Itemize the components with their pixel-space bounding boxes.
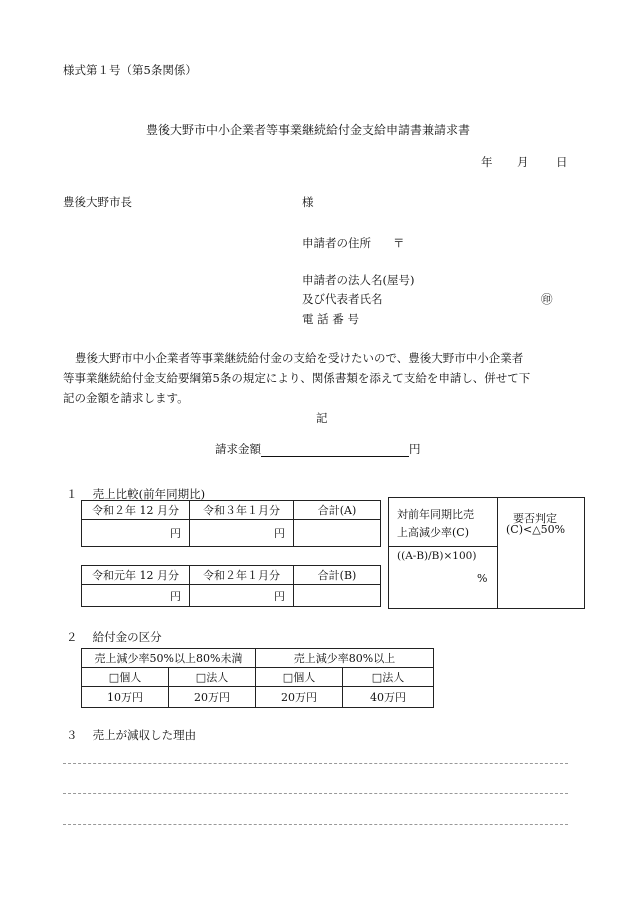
ratio-judge-divider [497, 498, 498, 608]
body-text-line3: 記の金額を請求します。 [63, 391, 189, 405]
table-b-cell-1[interactable]: 円 [82, 585, 190, 607]
ratio-judge-box [388, 497, 585, 609]
reason-line-2[interactable] [63, 793, 568, 794]
table-a-cell-total[interactable] [294, 520, 381, 547]
ratio-label-line1: 対前年同期比売 [397, 508, 474, 521]
sales-table-b [81, 565, 381, 607]
table-a-header-2: 令和３年１月分 [190, 501, 294, 520]
ratio-formula: ((A-B)/B)×100) [397, 550, 477, 562]
reason-line-1[interactable] [63, 763, 568, 764]
applicant-rep-name-label: 及び代表者氏名 [302, 292, 383, 306]
table-a-header-1: 令和２年 12 月分 [82, 501, 190, 520]
table-b-header-1: 令和元年 12 月分 [82, 566, 190, 585]
ki-label: 記 [316, 411, 328, 425]
section3-heading: ３ 売上が減収した理由 [66, 728, 197, 742]
table-b-cell-total[interactable] [294, 585, 381, 607]
category-amount-4: 40万円 [343, 687, 434, 708]
claim-amount-label: 請求金額 [215, 442, 261, 456]
body-text-line2: 等事業継続給付金支給要綱第5条の規定により、関係書類を添えて支給を申請し、併せて下 [63, 371, 531, 385]
category-group-1: 売上減少率50%以上80%未満 [82, 649, 256, 668]
date-day: 日 [556, 155, 568, 169]
category-type-1[interactable]: □個人 [82, 668, 169, 687]
benefit-category-table [81, 648, 434, 708]
form-label: 様式第１号（第5条関係） [63, 63, 197, 77]
category-type-2[interactable]: □法人 [169, 668, 256, 687]
addressee-honorific: 様 [302, 195, 314, 209]
seal-mark: ㊞ [541, 292, 553, 306]
table-b-cell-2[interactable]: 円 [190, 585, 294, 607]
table-a-cell-1[interactable]: 円 [82, 520, 190, 547]
category-amount-3: 20万円 [256, 687, 343, 708]
ratio-label-line2: 上高減少率(C) [397, 526, 469, 539]
applicant-address-label: 申請者の住所 [302, 236, 371, 250]
date-month: 月 [517, 155, 529, 169]
table-a-cell-2[interactable]: 円 [190, 520, 294, 547]
section2-heading: ２ 給付金の区分 [66, 630, 162, 644]
judge-label-line2: (C)<△50% [506, 523, 566, 536]
category-type-3[interactable]: □個人 [256, 668, 343, 687]
applicant-corp-name-label: 申請者の法人名(屋号) [302, 273, 415, 287]
table-b-header-3: 合計(B) [294, 566, 381, 585]
judge-label-line1: 要否判定 [513, 512, 557, 525]
ratio-header-divider [389, 546, 497, 547]
table-b-header-2: 令和２年１月分 [190, 566, 294, 585]
claim-amount-unit: 円 [409, 442, 421, 456]
category-type-4[interactable]: □法人 [343, 668, 434, 687]
date-year: 年 [481, 155, 493, 169]
section1-heading: １ 売上比較(前年同期比) [66, 487, 206, 501]
postal-mark: 〒 [393, 236, 405, 250]
claim-amount-field[interactable] [261, 442, 409, 457]
body-text-line1: 豊後大野市中小企業者等事業継続給付金の支給を受けたいので、豊後大野市中小企業者 [75, 351, 524, 365]
document-title: 豊後大野市中小企業者等事業継続給付金支給申請書兼請求書 [146, 123, 471, 137]
sales-table-a [81, 500, 381, 547]
category-amount-1: 10万円 [82, 687, 169, 708]
applicant-phone-label: 電 話 番 号 [302, 312, 359, 326]
addressee-name: 豊後大野市長 [63, 195, 132, 209]
category-group-2: 売上減少率80%以上 [256, 649, 434, 668]
reason-line-3[interactable] [63, 824, 568, 825]
category-amount-2: 20万円 [169, 687, 256, 708]
claim-amount [215, 441, 421, 457]
table-a-header-3: 合計(A) [294, 501, 381, 520]
ratio-unit: % [477, 572, 488, 585]
